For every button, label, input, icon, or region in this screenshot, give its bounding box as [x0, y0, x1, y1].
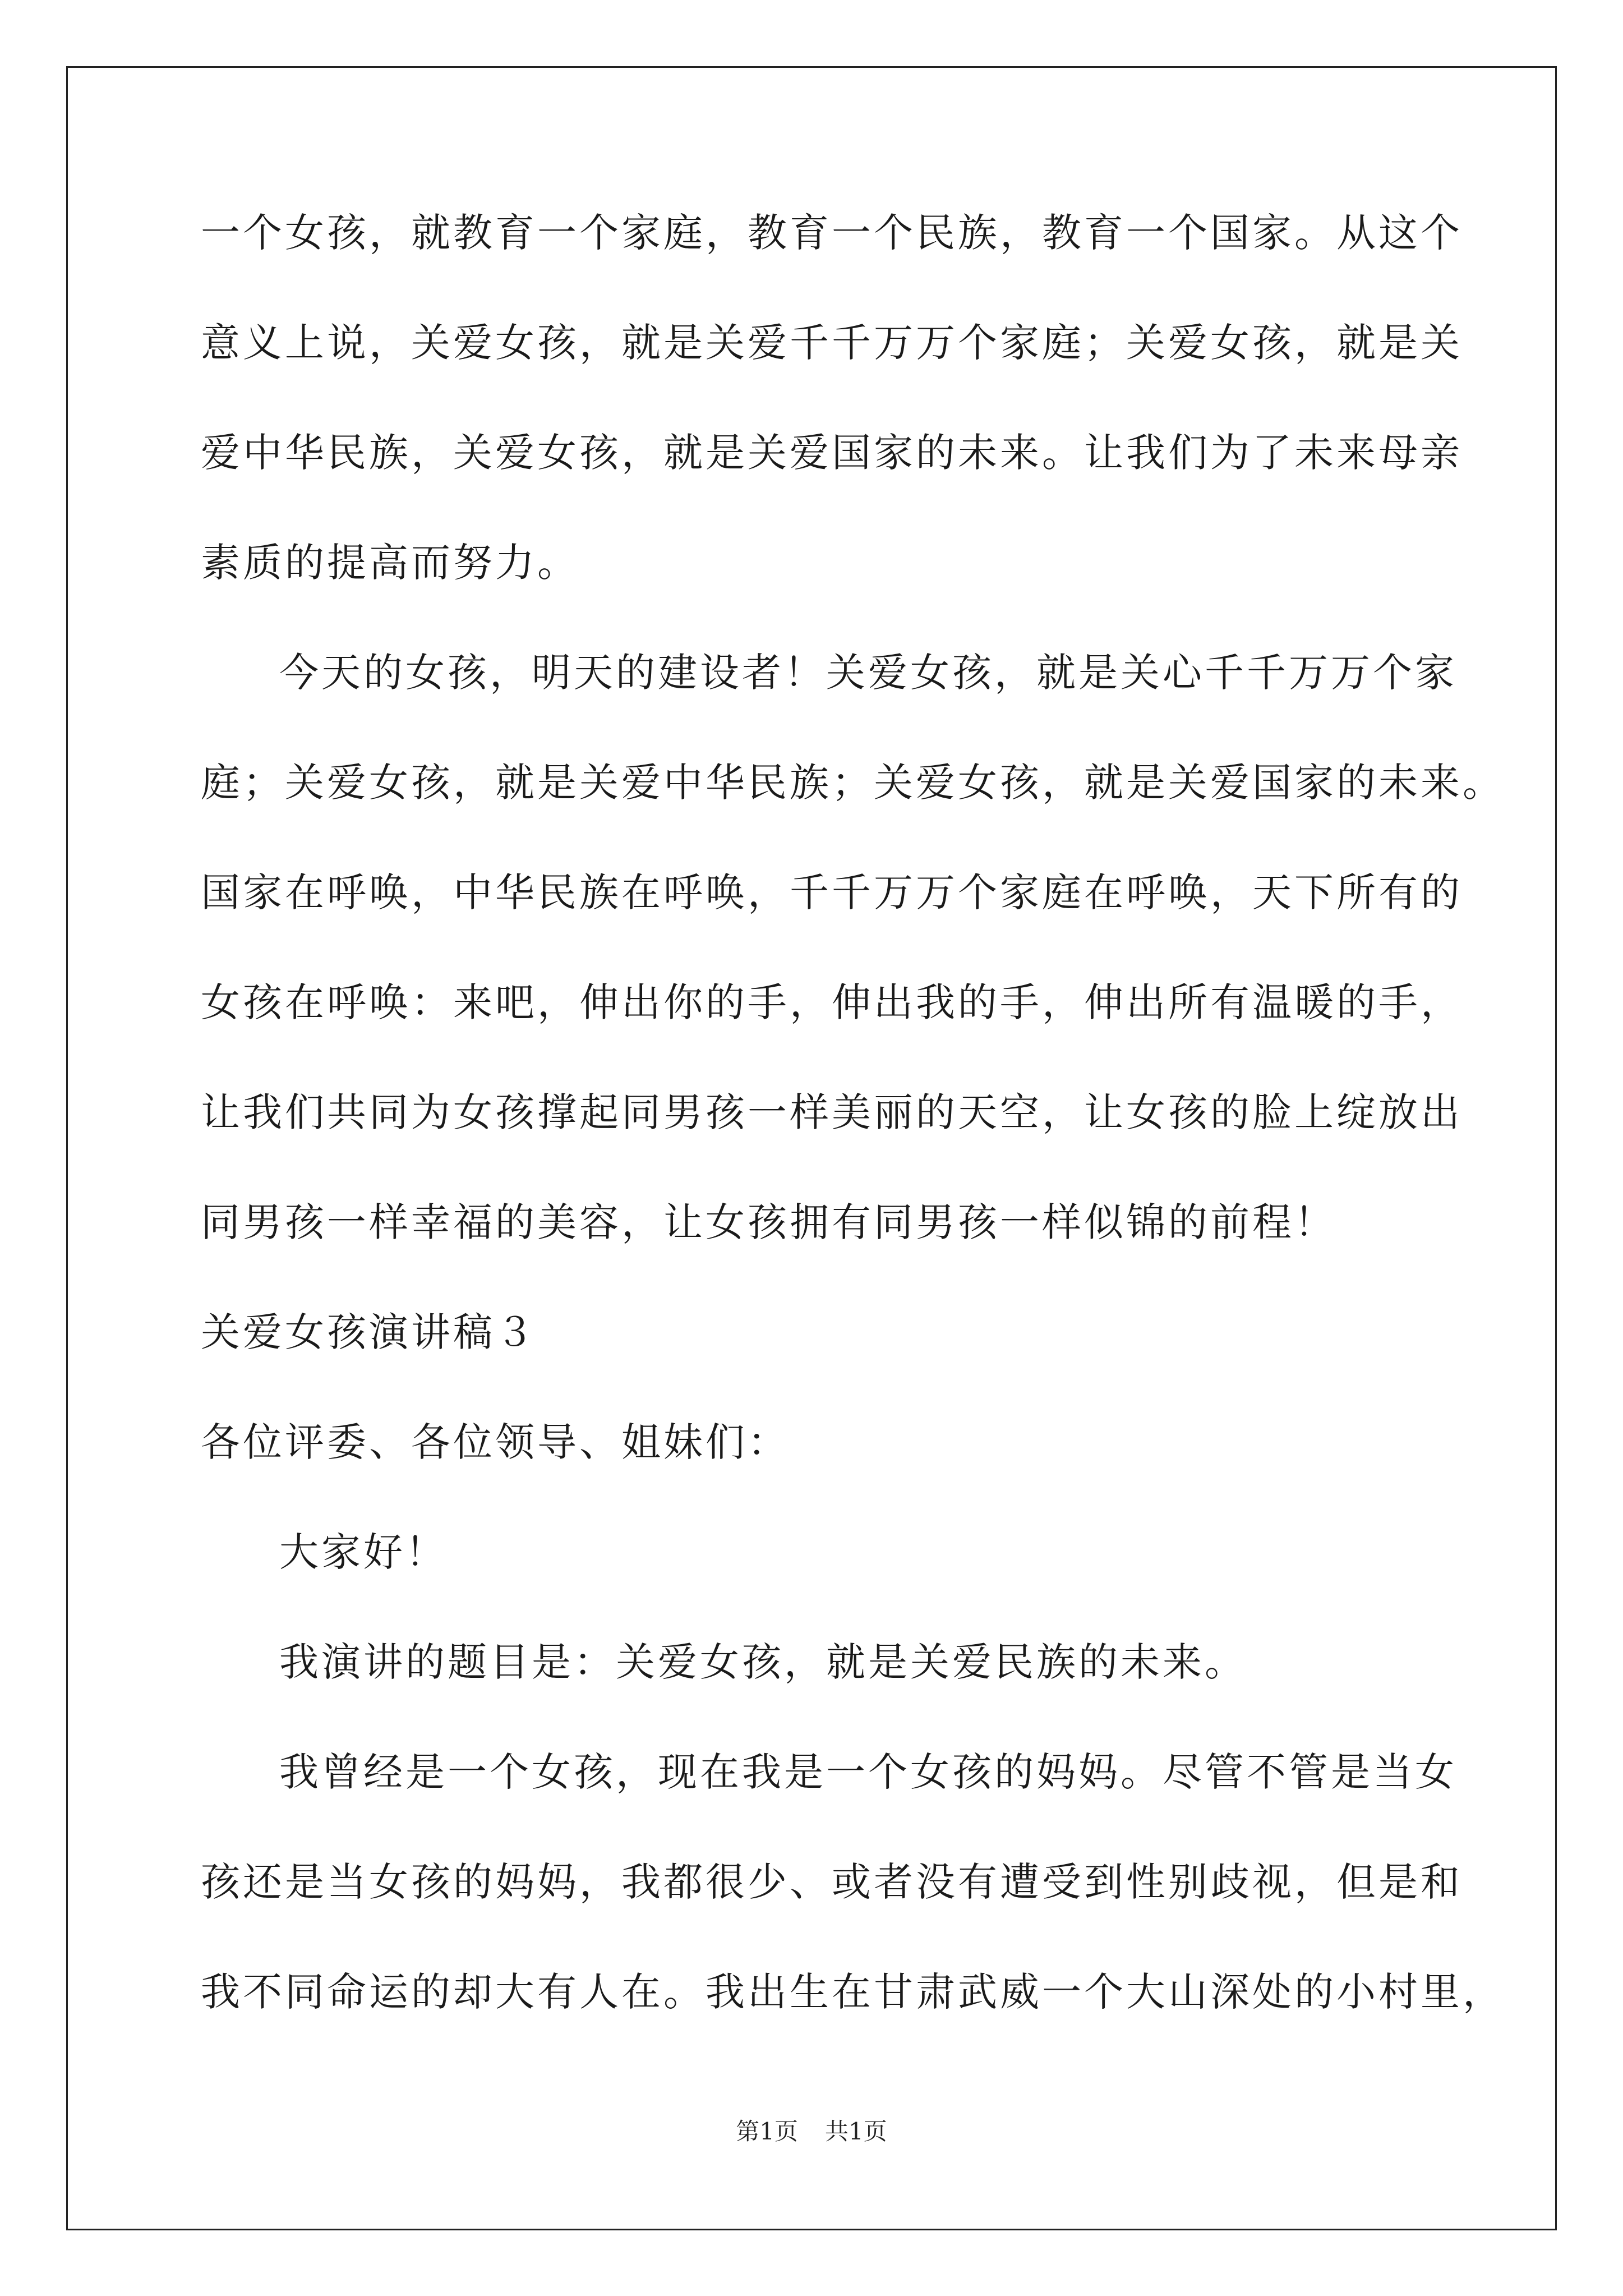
paragraph-line: 庭；关爱女孩，就是关爱中华民族；关爱女孩，就是关爱国家的未来。 — [201, 760, 1505, 806]
paragraph-line: 素质的提高而努力。 — [201, 540, 579, 586]
paragraph-line: 同男孩一样幸福的美容，让女孩拥有同男孩一样似锦的前程！ — [201, 1199, 1336, 1245]
section-title: 关爱女孩演讲稿３ — [201, 1309, 537, 1355]
salutation: 各位评委、各位领导、姐妹们： — [201, 1419, 790, 1465]
paragraph-line: 我曾经是一个女孩，现在我是一个女孩的妈妈。尽管不管是当女 — [279, 1749, 1457, 1795]
paragraph-line: 女孩在呼唤：来吧，伸出你的手，伸出我的手，伸出所有温暖的手， — [201, 979, 1463, 1025]
page-footer — [0, 2115, 1623, 2148]
paragraph-line: 意义上说，关爱女孩，就是关爱千千万万个家庭；关爱女孩，就是关 — [201, 320, 1463, 366]
paragraph-line: 孩还是当女孩的妈妈，我都很少、或者没有遭受到性别歧视，但是和 — [201, 1859, 1463, 1905]
paragraph-line: 今天的女孩，明天的建设者！关爱女孩，就是关心千千万万个家 — [279, 650, 1457, 696]
paragraph-line: 我演讲的题目是：关爱女孩，就是关爱民族的未来。 — [279, 1639, 1247, 1685]
page-total: 共1页 — [825, 2118, 887, 2145]
paragraph-line: 国家在呼唤，中华民族在呼唤，千千万万个家庭在呼唤，天下所有的 — [201, 869, 1463, 915]
paragraph-line: 我不同命运的却大有人在。我出生在甘肃武威一个大山深处的小村里， — [201, 1969, 1505, 2015]
paragraph-line: 让我们共同为女孩撑起同男孩一样美丽的天空，让女孩的脸上绽放出 — [201, 1089, 1463, 1135]
greeting: 大家好！ — [279, 1529, 448, 1575]
document-body — [201, 202, 1505, 2071]
paragraph-line: 爱中华民族，关爱女孩，就是关爱国家的未来。让我们为了未来母亲 — [201, 430, 1463, 476]
page-number: 第1页 — [736, 2118, 798, 2145]
paragraph-line: 一个女孩，就教育一个家庭，教育一个民族，教育一个国家。从这个 — [201, 210, 1463, 256]
